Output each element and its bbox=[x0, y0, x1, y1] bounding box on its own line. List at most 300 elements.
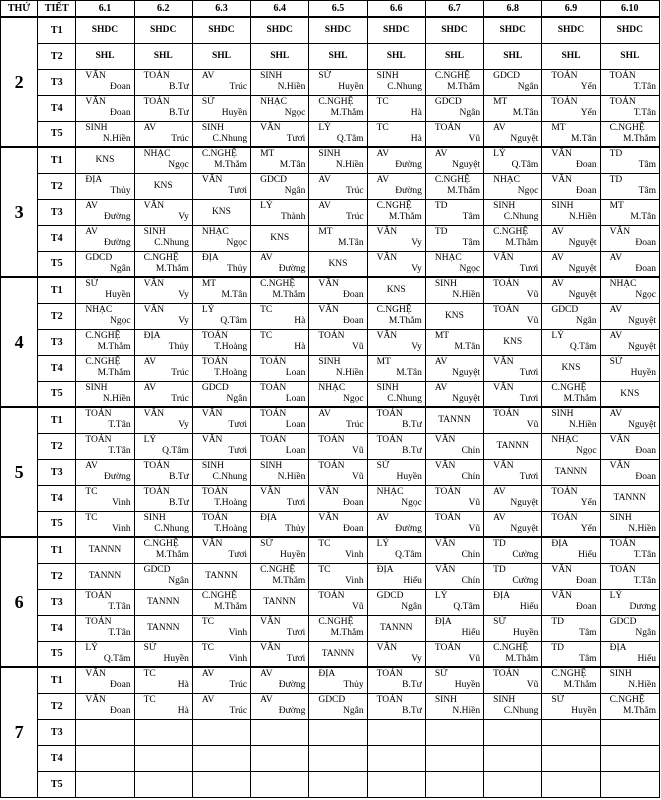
lesson-content bbox=[251, 330, 308, 354]
lesson-content bbox=[251, 512, 308, 536]
teacher-name: Nguyệt bbox=[510, 133, 539, 144]
period-row bbox=[1, 511, 660, 537]
lesson-cell bbox=[251, 693, 309, 719]
subject-name: TC bbox=[201, 617, 214, 627]
teacher-name: T.Tân bbox=[108, 420, 131, 431]
teacher-name: Ngọc bbox=[110, 316, 131, 326]
teacher-name: Q.Tâm bbox=[103, 653, 131, 664]
lesson-content bbox=[368, 564, 425, 588]
lesson-cell bbox=[367, 641, 425, 667]
class-header: 6.1 bbox=[76, 1, 134, 18]
subject-name: VĂN bbox=[85, 669, 106, 680]
lesson-content bbox=[601, 694, 659, 718]
activity-cell: TANNN bbox=[484, 433, 542, 459]
lesson-cell bbox=[542, 641, 600, 667]
teacher-name: Vy bbox=[178, 212, 189, 222]
lesson-cell bbox=[251, 407, 309, 433]
teacher-name: N.Hiền bbox=[102, 393, 131, 404]
lesson-content bbox=[601, 564, 659, 588]
lesson-cell bbox=[484, 667, 542, 693]
class-header: 6.5 bbox=[309, 1, 367, 18]
subject-name: AV bbox=[434, 382, 448, 393]
teacher-name: Trúc bbox=[345, 212, 364, 222]
lesson-content bbox=[601, 434, 659, 458]
teacher-name: Vũ bbox=[351, 602, 364, 612]
empty-cell bbox=[192, 745, 250, 771]
teacher-name: M.Thắm bbox=[388, 212, 422, 222]
period-label: T1 bbox=[38, 147, 76, 173]
lesson-content bbox=[601, 122, 659, 146]
lesson-cell bbox=[600, 277, 659, 303]
subject-name: SỬ bbox=[609, 357, 623, 367]
subject-name: C.NGHỆ bbox=[260, 565, 296, 575]
teacher-name: Ngọc bbox=[226, 238, 248, 248]
teacher-name: C.Nhung bbox=[212, 133, 248, 144]
lesson-cell bbox=[542, 537, 600, 563]
teacher-name: Ngân bbox=[576, 316, 597, 326]
subject-name: SINH bbox=[201, 122, 224, 133]
lesson-cell bbox=[251, 563, 309, 589]
lesson-cell bbox=[367, 147, 425, 173]
empty-cell bbox=[251, 745, 309, 771]
subject-name: VĂN bbox=[85, 71, 106, 81]
subject-name: AV bbox=[143, 122, 157, 133]
period-label: T4 bbox=[38, 485, 76, 511]
lesson-cell bbox=[600, 355, 659, 381]
subject-name: AV bbox=[551, 252, 564, 263]
subject-name: SỬ bbox=[85, 279, 98, 290]
lesson-cell bbox=[134, 355, 192, 381]
subject-name: VĂN bbox=[201, 539, 223, 550]
lesson-content bbox=[426, 460, 483, 484]
teacher-name: Nguyệt bbox=[568, 238, 597, 248]
lesson-cell bbox=[425, 459, 483, 485]
teacher-name: B.Tư bbox=[169, 108, 189, 118]
subject-name: NHẠC bbox=[201, 227, 229, 237]
lesson-content bbox=[309, 668, 366, 692]
lesson-cell bbox=[425, 173, 483, 199]
teacher-name: Hà bbox=[410, 133, 422, 144]
lesson-content bbox=[76, 356, 133, 380]
lesson-content bbox=[601, 70, 659, 94]
subject-name: C.NGHỆ bbox=[434, 71, 470, 81]
subject-name: C.NGHỆ bbox=[551, 669, 587, 680]
period-label: T3 bbox=[38, 589, 76, 615]
subject-name: MT bbox=[260, 149, 275, 160]
lesson-content bbox=[193, 590, 250, 614]
lesson-content bbox=[426, 174, 483, 198]
subject-name: TOÁN bbox=[609, 565, 636, 575]
lesson-cell bbox=[425, 485, 483, 511]
activity-cell: KNS bbox=[134, 173, 192, 199]
teacher-name: Tâm bbox=[638, 186, 656, 196]
teacher-name: Ngọc bbox=[635, 290, 656, 301]
subject-name: SINH bbox=[143, 512, 166, 523]
teacher-name: Đường bbox=[278, 680, 306, 691]
subject-name: AV bbox=[376, 512, 390, 523]
teacher-name: Ngân bbox=[284, 186, 306, 196]
period-row bbox=[1, 537, 660, 563]
lesson-content bbox=[135, 434, 192, 458]
subject-name: SỬ bbox=[376, 461, 390, 471]
teacher-name: Đường bbox=[104, 238, 131, 248]
subject-name: VĂN bbox=[551, 149, 572, 160]
teacher-name: Vũ bbox=[468, 523, 481, 534]
lesson-cell bbox=[542, 407, 600, 433]
period-row bbox=[1, 329, 660, 355]
period-label: T4 bbox=[38, 95, 76, 121]
subject-name: SỬ bbox=[434, 669, 448, 680]
lesson-content bbox=[484, 356, 541, 380]
teacher-name: Đoan bbox=[576, 160, 597, 171]
lesson-cell bbox=[192, 485, 250, 511]
lesson-content bbox=[76, 382, 133, 406]
lesson-cell bbox=[192, 225, 250, 251]
lesson-content bbox=[76, 512, 133, 536]
teacher-name: Đường bbox=[395, 160, 422, 171]
subject-name: SINH bbox=[493, 201, 516, 211]
activity-cell: SHL bbox=[251, 43, 309, 69]
teacher-name: Vy bbox=[178, 316, 189, 326]
teacher-name: Đoan bbox=[635, 263, 656, 274]
subject-name: SINH bbox=[493, 695, 516, 705]
lesson-content bbox=[484, 616, 541, 640]
subject-name: MT bbox=[201, 279, 217, 290]
subject-name: AV bbox=[376, 149, 390, 160]
subject-name: VĂN bbox=[201, 175, 223, 185]
lesson-content bbox=[601, 616, 659, 640]
teacher-name: Dương bbox=[629, 602, 656, 612]
lesson-cell bbox=[600, 563, 659, 589]
teacher-name: Q.Tâm bbox=[395, 550, 422, 561]
teacher-name: M.Thắm bbox=[505, 653, 539, 664]
activity-cell: SHDC bbox=[76, 17, 134, 43]
subject-name: C.NGHỆ bbox=[434, 175, 470, 185]
teacher-name: Vũ bbox=[468, 653, 481, 664]
lesson-cell bbox=[192, 277, 250, 303]
subject-name: SỬ bbox=[260, 539, 273, 550]
subject-name: TOÁN bbox=[143, 487, 170, 497]
lesson-cell bbox=[134, 329, 192, 355]
period-label: T4 bbox=[38, 225, 76, 251]
lesson-content bbox=[601, 590, 659, 614]
lesson-cell bbox=[425, 225, 483, 251]
period-label: T2 bbox=[38, 303, 76, 329]
activity-cell: KNS bbox=[192, 199, 250, 225]
activity-cell: SHDC bbox=[600, 17, 659, 43]
teacher-name: Hiếu bbox=[403, 576, 422, 586]
lesson-cell bbox=[76, 121, 134, 147]
period-row bbox=[1, 615, 660, 641]
activity-cell: KNS bbox=[425, 303, 483, 329]
teacher-name: B.Tư bbox=[169, 498, 189, 508]
activity-cell: TANNN bbox=[600, 485, 659, 511]
teacher-name: Trúc bbox=[229, 680, 248, 691]
lesson-cell bbox=[309, 277, 367, 303]
lesson-content bbox=[484, 538, 541, 562]
teacher-name: Nguyệt bbox=[510, 523, 539, 534]
lesson-cell bbox=[600, 121, 659, 147]
lesson-cell bbox=[367, 95, 425, 121]
subject-name: LÝ bbox=[493, 149, 506, 160]
lesson-cell bbox=[192, 121, 250, 147]
lesson-cell bbox=[134, 303, 192, 329]
teacher-name: B.Tư bbox=[169, 82, 189, 92]
subject-name: MT bbox=[551, 122, 566, 133]
activity-cell: SHL bbox=[367, 43, 425, 69]
lesson-content bbox=[135, 304, 192, 328]
lesson-content bbox=[426, 564, 483, 588]
subject-name: TOÁN bbox=[260, 382, 287, 393]
lesson-content bbox=[76, 694, 133, 718]
lesson-content bbox=[193, 694, 250, 718]
teacher-name: Vy bbox=[411, 653, 422, 664]
subject-name: SINH bbox=[434, 695, 457, 705]
lesson-cell bbox=[542, 433, 600, 459]
lesson-content bbox=[76, 668, 133, 692]
subject-name: VĂN bbox=[434, 461, 456, 471]
lesson-content bbox=[76, 330, 133, 354]
subject-name: SINH bbox=[609, 669, 632, 680]
empty-cell bbox=[484, 719, 542, 745]
teacher-name: Nguyệt bbox=[452, 160, 481, 171]
teacher-name: Huyền bbox=[396, 472, 422, 482]
lesson-cell bbox=[484, 95, 542, 121]
subject-name: TOÁN bbox=[201, 357, 229, 367]
teacher-name: Vũ bbox=[351, 342, 364, 352]
lesson-cell bbox=[542, 121, 600, 147]
subject-name: SINH bbox=[376, 71, 399, 81]
subject-name: C.NGHỆ bbox=[85, 357, 121, 367]
lesson-content bbox=[426, 382, 483, 406]
lesson-cell bbox=[192, 329, 250, 355]
activity-cell: TANNN bbox=[251, 589, 309, 615]
lesson-content bbox=[426, 668, 483, 692]
subject-name: AV bbox=[318, 175, 331, 185]
subject-name: C.NGHỆ bbox=[318, 617, 354, 627]
teacher-name: Đường bbox=[395, 186, 422, 196]
subject-name: VĂN bbox=[260, 122, 281, 133]
subject-name: ĐỊA bbox=[434, 617, 452, 627]
teacher-name: Loan bbox=[285, 420, 306, 431]
lesson-content bbox=[542, 252, 599, 276]
teacher-name: Trúc bbox=[171, 393, 189, 404]
lesson-content bbox=[542, 564, 599, 588]
teacher-name: M.Tân bbox=[396, 368, 422, 378]
teacher-name: M.Thắm bbox=[330, 108, 364, 118]
lesson-content bbox=[542, 694, 599, 718]
teacher-name: Tươi bbox=[228, 446, 248, 456]
lesson-content bbox=[193, 356, 250, 380]
period-row bbox=[1, 667, 660, 693]
activity-cell: SHL bbox=[192, 43, 250, 69]
teacher-name: Huyền bbox=[454, 680, 481, 691]
lesson-cell bbox=[542, 199, 600, 225]
lesson-cell bbox=[542, 69, 600, 95]
timetable-body bbox=[1, 17, 660, 797]
lesson-content bbox=[426, 486, 483, 510]
activity-cell: TANNN bbox=[76, 537, 134, 563]
lesson-content bbox=[309, 590, 366, 614]
teacher-name: Hiếu bbox=[461, 628, 481, 638]
subject-name: AV bbox=[85, 227, 98, 237]
teacher-name: Đoan bbox=[635, 446, 656, 456]
lesson-cell bbox=[76, 459, 134, 485]
lesson-content bbox=[542, 278, 599, 302]
teacher-name: Q.Tâm bbox=[511, 160, 539, 171]
teacher-name: Tươi bbox=[519, 368, 539, 378]
teacher-name: Vũ bbox=[526, 420, 539, 431]
subject-name: AV bbox=[260, 669, 273, 680]
period-label: T5 bbox=[38, 511, 76, 537]
lesson-content bbox=[601, 512, 659, 536]
teacher-name: Hà bbox=[177, 680, 189, 691]
subject-name: VĂN bbox=[493, 357, 514, 367]
lesson-cell bbox=[76, 693, 134, 719]
subject-name: AV bbox=[609, 252, 623, 263]
subject-name: SINH bbox=[609, 512, 632, 523]
teacher-name: Trúc bbox=[345, 186, 364, 196]
lesson-cell bbox=[192, 303, 250, 329]
activity-cell: SHL bbox=[134, 43, 192, 69]
subject-name: NHẠC bbox=[143, 149, 171, 160]
teacher-name: C.Nhung bbox=[503, 706, 539, 716]
lesson-cell bbox=[134, 277, 192, 303]
subject-name: TOÁN bbox=[260, 409, 287, 420]
lesson-content bbox=[309, 538, 366, 562]
lesson-content bbox=[542, 668, 599, 692]
teacher-name: Ngọc bbox=[284, 108, 306, 118]
teacher-name: Huyền bbox=[630, 368, 656, 378]
lesson-cell bbox=[309, 95, 367, 121]
teacher-name: N.Hiền bbox=[277, 82, 306, 92]
lesson-cell bbox=[309, 615, 367, 641]
lesson-content bbox=[368, 642, 425, 666]
teacher-name: Loan bbox=[285, 368, 306, 378]
lesson-cell bbox=[134, 251, 192, 277]
teacher-name: M.Thắm bbox=[155, 263, 189, 274]
teacher-name: Nguyệt bbox=[510, 498, 539, 508]
lesson-content bbox=[135, 538, 192, 562]
lesson-content bbox=[601, 538, 659, 562]
teacher-name: B.Tư bbox=[169, 472, 189, 482]
subject-name: LÝ bbox=[260, 201, 273, 211]
lesson-cell bbox=[134, 381, 192, 407]
subject-name: SINH bbox=[551, 409, 574, 420]
teacher-name: N.Hiền bbox=[277, 472, 306, 482]
lesson-content bbox=[368, 434, 425, 458]
teacher-name: C.Nhung bbox=[503, 212, 539, 222]
lesson-cell bbox=[600, 667, 659, 693]
empty-cell bbox=[192, 771, 250, 797]
activity-cell: SHL bbox=[542, 43, 600, 69]
lesson-cell bbox=[251, 147, 309, 173]
subject-name: SINH bbox=[260, 71, 283, 81]
lesson-content bbox=[601, 460, 659, 484]
subject-name: AV bbox=[318, 409, 331, 420]
teacher-name: Đường bbox=[104, 212, 131, 222]
subject-name: GDCD bbox=[318, 695, 346, 705]
activity-cell: SHDC bbox=[192, 17, 250, 43]
lesson-content bbox=[135, 512, 192, 536]
teacher-name: T.Tân bbox=[108, 602, 131, 612]
teacher-name: Huyền bbox=[280, 550, 306, 561]
subject-name: MT bbox=[434, 331, 450, 341]
subject-name: SỬ bbox=[143, 642, 157, 653]
activity-cell: SHDC bbox=[484, 17, 542, 43]
activity-cell: KNS bbox=[484, 329, 542, 355]
teacher-name: Cường bbox=[512, 576, 539, 586]
subject-name: SINH bbox=[551, 201, 574, 211]
lesson-content bbox=[251, 356, 308, 380]
lesson-cell bbox=[367, 563, 425, 589]
period-label: T1 bbox=[38, 667, 76, 693]
empty-cell bbox=[134, 719, 192, 745]
subject-name: TD bbox=[609, 149, 623, 160]
lesson-cell bbox=[367, 303, 425, 329]
period-row bbox=[1, 641, 660, 667]
teacher-name: T.Hoàng bbox=[214, 498, 248, 508]
teacher-name: Loan bbox=[285, 393, 306, 404]
subject-name: VĂN bbox=[493, 382, 514, 393]
lesson-content bbox=[76, 278, 133, 302]
subject-name: C.NGHỆ bbox=[609, 695, 645, 705]
subject-name: TC bbox=[85, 487, 98, 497]
lesson-cell bbox=[134, 69, 192, 95]
subject-name: ĐỊA bbox=[493, 591, 510, 601]
subject-name: TOÁN bbox=[434, 487, 462, 497]
teacher-name: Đoan bbox=[635, 238, 656, 248]
period-label: T4 bbox=[38, 355, 76, 381]
teacher-name: N.Hiền bbox=[628, 523, 656, 534]
lesson-cell bbox=[251, 199, 309, 225]
lesson-cell bbox=[192, 511, 250, 537]
subject-name: GDCD bbox=[260, 175, 287, 185]
period-row bbox=[1, 485, 660, 511]
lesson-cell bbox=[484, 615, 542, 641]
lesson-cell bbox=[192, 433, 250, 459]
activity-cell: SHDC bbox=[542, 17, 600, 43]
period-label: T2 bbox=[38, 433, 76, 459]
subject-name: TOÁN bbox=[143, 461, 170, 471]
teacher-name: Đường bbox=[278, 263, 306, 274]
teacher-name: Tươi bbox=[286, 653, 306, 664]
lesson-cell bbox=[192, 667, 250, 693]
lesson-content bbox=[251, 200, 308, 224]
lesson-cell bbox=[76, 589, 134, 615]
lesson-cell bbox=[484, 589, 542, 615]
lesson-cell bbox=[76, 329, 134, 355]
teacher-name: T.Tân bbox=[633, 550, 656, 561]
lesson-cell bbox=[425, 641, 483, 667]
subject-name: AV bbox=[493, 487, 506, 497]
lesson-cell bbox=[134, 95, 192, 121]
lesson-content bbox=[251, 304, 308, 328]
teacher-name: Q.Tâm bbox=[569, 342, 597, 352]
subject-name: C.NGHỆ bbox=[85, 331, 121, 341]
activity-cell: SHDC bbox=[251, 17, 309, 43]
teacher-name: Yến bbox=[580, 498, 597, 508]
lesson-cell bbox=[484, 355, 542, 381]
lesson-content bbox=[368, 694, 425, 718]
lesson-content bbox=[309, 200, 366, 224]
lesson-cell bbox=[367, 537, 425, 563]
lesson-content bbox=[76, 200, 133, 224]
day-label: 6 bbox=[1, 537, 38, 667]
lesson-cell bbox=[76, 615, 134, 641]
teacher-name: Tươi bbox=[228, 550, 248, 561]
lesson-content bbox=[309, 486, 366, 510]
